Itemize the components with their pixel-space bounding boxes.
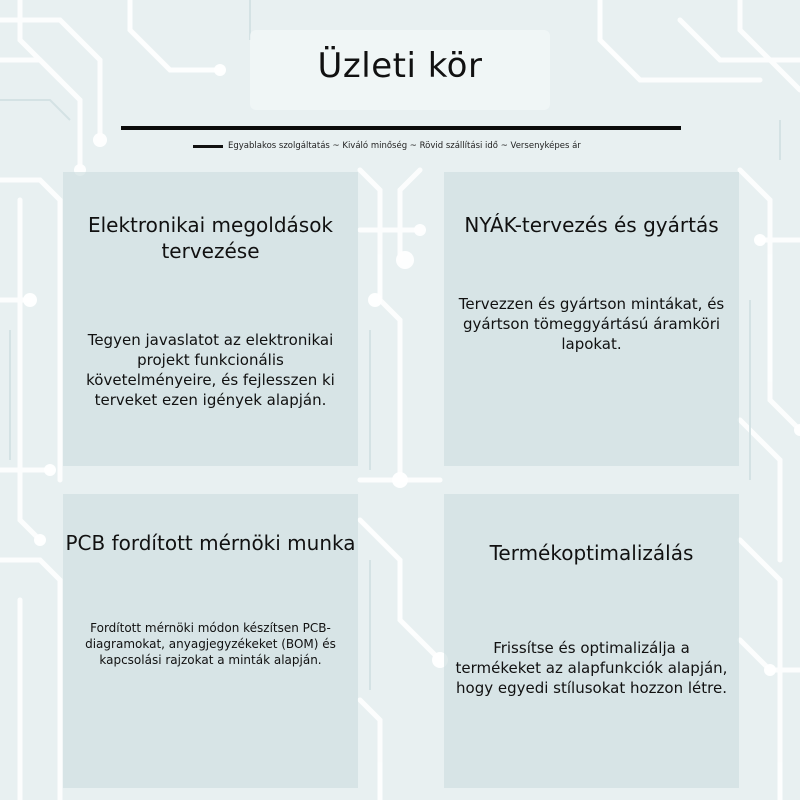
page-title: Üzleti kör — [317, 46, 483, 86]
service-card-product-optimization — [444, 494, 739, 788]
card-description: Tervezzen és gyártson mintákat, és gyártson tömeggyártású áramköri lapokat. — [458, 295, 725, 353]
service-card-pcb-design-manufacturing — [444, 172, 739, 466]
card-title: Elektronikai megoldások tervezése — [87, 213, 334, 263]
card-description: Frissítse és optimalizálja a termékeket az alapfunkciók alapján, hogy egyedi stílusokat hozzon létre. — [455, 639, 728, 697]
card-description: Tegyen javaslatot az elektronikai projekt funkcionális követelményeire, és fejlesszen ki terveket ezen igények alapján. — [86, 331, 335, 409]
card-description: Fordított mérnöki módon készítsen PCB-diagramokat, anyagjegyzékeket (BOM) és kapcsolási rajzokat a minták alapján. — [85, 621, 336, 667]
card-title: Termékoptimalizálás — [489, 541, 694, 565]
card-title: PCB fordított mérnöki munka — [65, 531, 356, 555]
tagline-dash — [193, 145, 223, 148]
card-title: NYÁK-tervezés és gyártás — [464, 213, 719, 237]
tagline: Egyablakos szolgáltatás ~ Kiváló minőség ~ Rövid szállítási idő ~ Versenyképes ár — [228, 141, 581, 151]
service-card-electronic-design — [63, 172, 358, 466]
service-card-pcb-reverse-engineering — [63, 494, 358, 788]
title-divider — [121, 126, 681, 130]
